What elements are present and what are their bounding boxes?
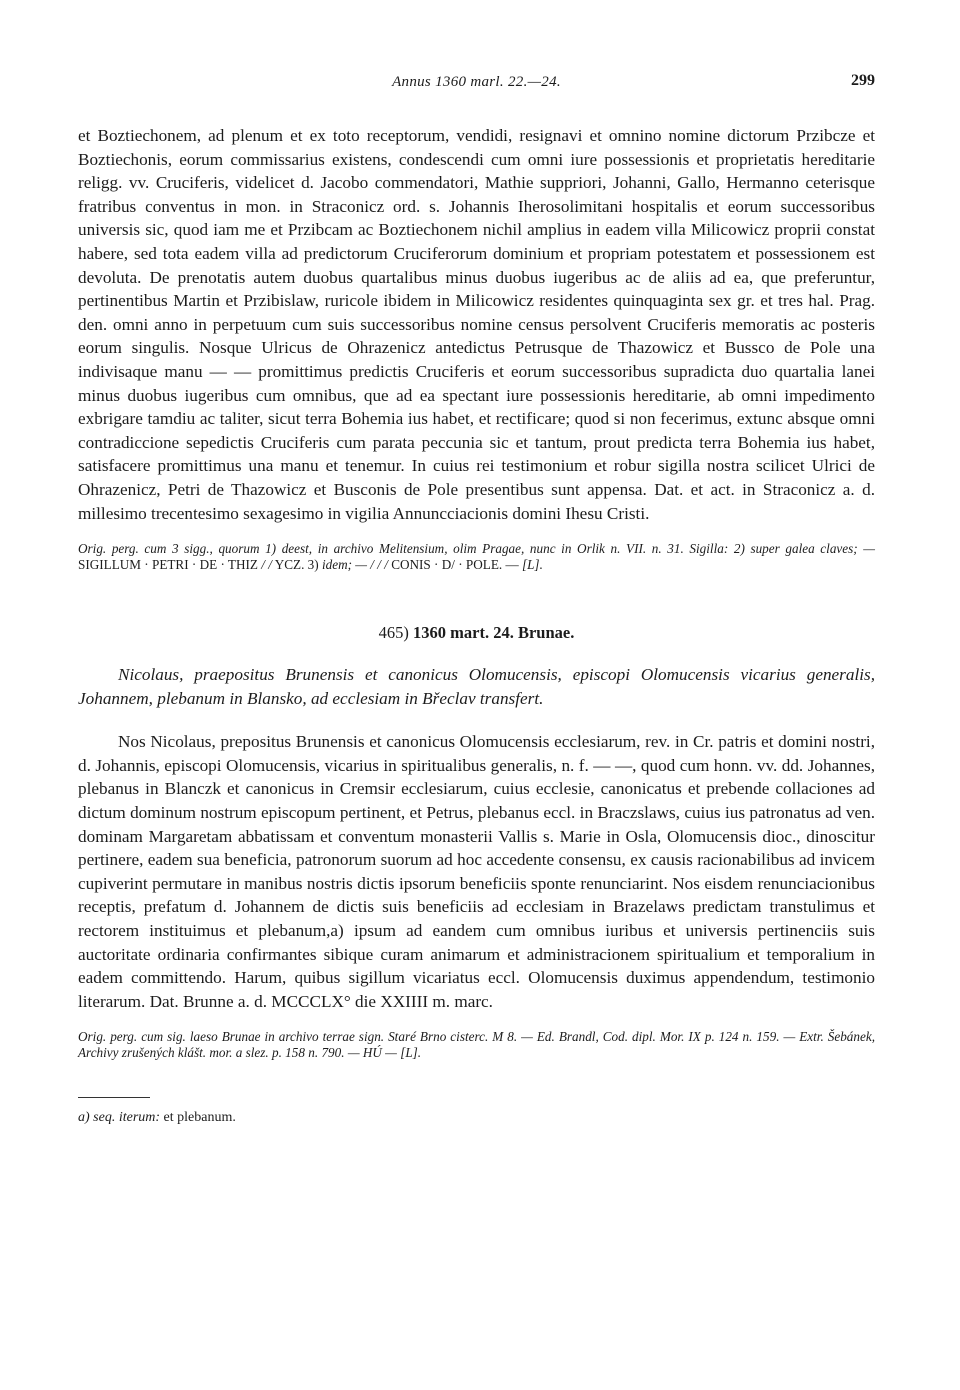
seal-legend-part: CONIS · D/ · POLE. — bbox=[387, 557, 522, 573]
charter-source-note-2 bbox=[78, 1029, 875, 1061]
note-text: Orig. perg. cum sig. laeso Brunae in archivo terrae sign. Staré Brno cisterc. M 8. — Ed. Brandl, Cod. dipl. Mor. IX p. 124 n. 159. — Extr. Šebánek, Archivy zrušených klášt. mor. a slez. p. 158 n. 790. — HÚ — [L]. bbox=[78, 1029, 875, 1061]
page-header bbox=[78, 70, 875, 106]
charter-text: Nos Nicolaus, prepositus Brunensis et canonicus Olomucensis ecclesiarum, rev. in Cr. patris et domini nostri, d. Johannis, episcopi Olomucensis, vicarius in spiritualibus generalis, n. f. — —, quod cum honn. vv. dd. Johannes, plebanus in Blanczk et canonicus in Cremsir ecclesiarum, cuius ecclesie, canonicatus et prebende collaciones ad dictum dominum nostrum episcopum pertinent, et Petrus, plebanus eccl. in Braczslaws, cuius ius patronatus ad ven. dominam Margaretam abbatissam et conventum monasterii Vallis s. Marie in Osla, Olomucensis dioc., dinoscitur pertinere, eadem sua beneficia, patronorum suorum ad hoc accedente consensu, ex causis racionabilibus ad invicem cupiverint permutare in manibus nostris dictis ipsorum beneficiis sponte renunciarint. Nos eisdem renunciacionibus receptis, prefatum d. Johannem de dictis suis beneficiis ad ecclesiam in Brazelaws predictam transtulimus et rectorem instituimus et plebanum,a) ipsum ad eandem cum omnibus iuribus et universis pertinenciis suis auctoritate ordinaria confirmantes sibique curam animarum et administracionem spiritualium et temporalium in eadem committendo. Harum, quibus sigillum vicariatus eccl. Olomucensis duximus appendendum, testimonio literarum. Dat. Brunne a. d. MCCCLX° die XXIIII m. marc. bbox=[78, 732, 875, 1011]
seal-legend-part: SIGILLUM · PETRI · DE · THIZ bbox=[78, 557, 262, 573]
note-italic-part: / / bbox=[261, 557, 272, 573]
running-head: Annus 1360 marl. 22.—24. bbox=[392, 74, 561, 90]
note-italic-part: [L]. bbox=[521, 557, 543, 573]
document-heading bbox=[78, 623, 875, 643]
note-italic-part: Orig. perg. cum 3 sigg., quorum 1) deest, in archivo Melitensium, olim Pragae, nunc in Orlik n. VII. n. 31. Sigilla: 2) super galea claves; — bbox=[78, 541, 875, 557]
footnote bbox=[78, 1110, 875, 1126]
page-number: 299 bbox=[851, 72, 875, 89]
document-page bbox=[78, 70, 875, 1126]
footnote-divider bbox=[78, 1097, 150, 1098]
footnote-marker: a) seq. iterum: bbox=[78, 1110, 161, 1126]
document-number: 465) bbox=[378, 623, 414, 643]
seal-legend-part: YCZ. 3) bbox=[271, 557, 322, 573]
footnote-text: et plebanum. bbox=[160, 1110, 236, 1126]
note-italic-part: idem; — / / / bbox=[321, 557, 388, 573]
charter-source-note bbox=[78, 541, 875, 573]
document-date-place: 1360 mart. 24. Brunae. bbox=[413, 623, 575, 643]
document-regest: Nicolaus, praepositus Brunensis et canonicus Olomucensis, episcopi Olomucensis vicarius generalis, Johannem, plebanum in Blansko, ad ecclesiam in Břeclav transfert. bbox=[78, 665, 875, 708]
charter-continuation-text: et Boztiechonem, ad plenum et ex toto receptorum, vendidi, resignavi et omnino nomine dictorum Przibcze et Boztiechonis, eorum commissarius existens, condescendi cum omni iure possessionis et proprietatis hereditarie religg. vv. Cruciferis, videlicet d. Jacobo commendatori, Mathie suppriori, Johanni, Gallo, Hermanno ceterisque fratribus conventus in mon. in Straconicz ord. s. Johannis Iherosolimitani hospitalis et eorum successoribus universis sic, quod iam me et Przibcam ac Boztiechonem nichil amplius in eadem villa Milicowicz proprii constat habere, sed tota eadem villa ad predictorum Cruciferorum dominium et propriam potestatem et possessionem est devoluta. De prenotatis autem duobus quartalibus minus duobus iugeribus ac de aliis ad ea, que preferuntur, pertinentibus Martin et Przibislaw, ruricole ibidem in Milicowicz residentes quinquaginta sex gr. et tres hal. Prag. den. omni anno in perpetuum cum suis successoribus nomine census persolvent Cruciferis memoratis ac posteris eorum singulis. Nosque Ulricus de Ohrazenicz antedictus Petrusque de Thazowicz et Bussco de Pole una indivisaque manu — — promittimus predictis Cruciferis et eorum successoribus supradicta duo quartalia lanei minus duobus iugeribus cum omnibus, que ad ea spectant iure possessionis hereditarie, ab omni impedimento exbrigare tamdiu ac taliter, sicut terra Bohemia ius habet, et rectificare; quod si non fecerimus, extunc absque omni contradiccione sepedictis Cruciferis cum parata peccunia sic et tantum, prout predicta terra Bohemia ius habet, satisfacere promittimus una manu et tenemur. In cuius rei testimonium et robur sigilla nostra scilicet Ulrici de Ohrazenicz, Petri de Thazowicz et Busconis de Pole presentibus sunt appensa. Dat. et act. in Straconicz a. d. millesimo trecentesimo sexagesimo in vigilia Annuncciacionis domini Ihesu Cristi. bbox=[78, 126, 875, 523]
